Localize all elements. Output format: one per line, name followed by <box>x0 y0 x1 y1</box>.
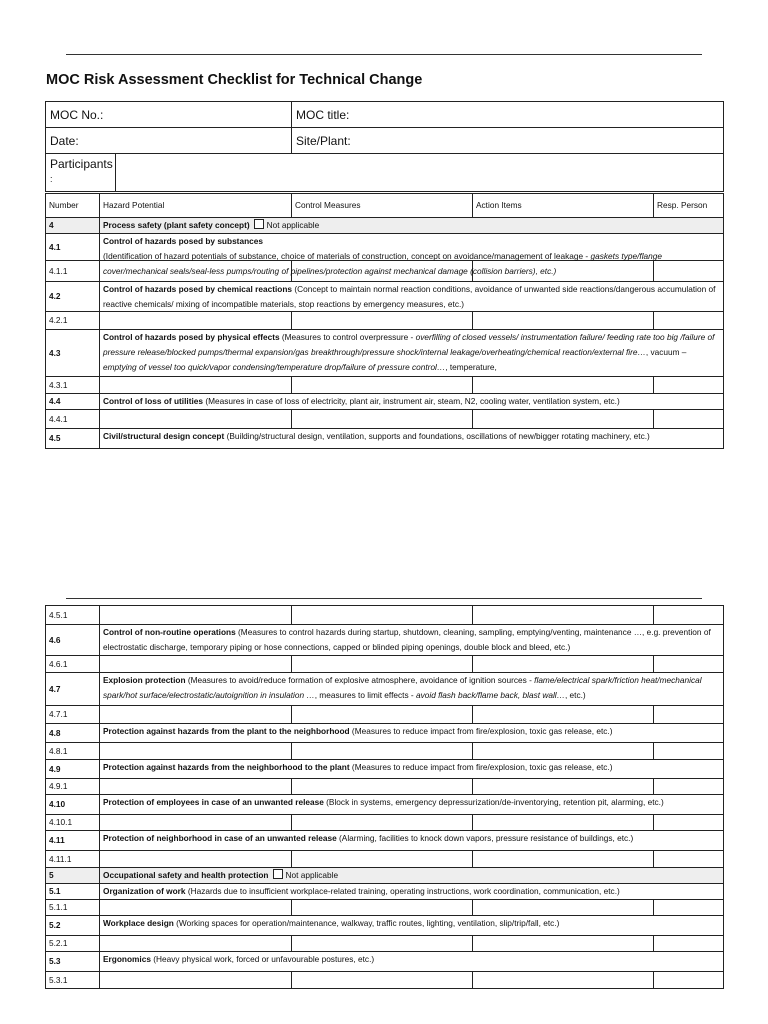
action-items-cell[interactable] <box>473 410 654 429</box>
resp-person-cell[interactable] <box>654 656 724 673</box>
col-header-resp-person: Resp. Person <box>654 194 724 218</box>
control-measures-cell[interactable] <box>292 706 473 724</box>
row-number: 4.7 <box>46 673 100 706</box>
page-top-rule <box>66 54 702 55</box>
row-description-text <box>103 760 720 775</box>
table-row-entry <box>46 743 724 760</box>
resp-person-cell[interactable] <box>654 261 724 282</box>
row-description <box>100 673 724 706</box>
not-applicable-checkbox[interactable] <box>273 869 283 879</box>
table-row-item <box>46 394 724 410</box>
row-description <box>100 884 724 900</box>
action-items-cell[interactable] <box>473 606 654 625</box>
row-number: 4.11 <box>46 831 100 851</box>
control-measures-cell[interactable] <box>292 377 473 394</box>
action-items-cell[interactable] <box>473 936 654 952</box>
table-row-item <box>46 760 724 779</box>
row-number: 4.3.1 <box>46 377 100 394</box>
action-items-cell[interactable] <box>473 815 654 831</box>
col-header-hazard-potential: Hazard Potential <box>100 194 292 218</box>
table-row-entry <box>46 815 724 831</box>
item-description: , vacuum – <box>645 347 687 357</box>
row-number: 4.6.1 <box>46 656 100 673</box>
hazard-potential-cell[interactable] <box>100 706 292 724</box>
row-description <box>100 916 724 936</box>
moc-no-field[interactable] <box>46 102 292 128</box>
table-row-item <box>46 795 724 815</box>
row-description-text <box>103 394 720 409</box>
action-items-cell[interactable] <box>473 656 654 673</box>
item-description: (Concept to maintain normal reaction conditions, avoidance of unwanted side reactions/dangerous accumulation of reactive chemicals/ mixing of incompatible materials, stop reactions by emergency measures, etc.) <box>103 284 716 309</box>
item-title: Control of loss of utilities <box>103 396 204 406</box>
row-number: 5.1 <box>46 884 100 900</box>
row-number: 4.6 <box>46 625 100 656</box>
item-title: Organization of work <box>103 886 186 896</box>
row-description <box>100 218 724 234</box>
col-header-control-measures: Control Measures <box>292 194 473 218</box>
action-items-cell[interactable] <box>473 851 654 868</box>
hazard-potential-cell[interactable] <box>100 815 292 831</box>
row-number: 4.4 <box>46 394 100 410</box>
item-title: Process safety (plant safety concept) <box>103 220 250 230</box>
page-break-rule <box>66 598 702 599</box>
table-row-item <box>46 330 724 377</box>
row-number: 4.5.1 <box>46 606 100 625</box>
row-number: 4.1 <box>46 234 100 261</box>
item-description: (Alarming, facilities to knock down vapors, pressure resistance of buildings, etc.) <box>336 833 634 843</box>
column-header-row <box>46 194 724 218</box>
row-description <box>100 234 724 276</box>
item-description: (Hazards due to insufficient workplace-related training, operating instructions, work coordination, communication, etc.) <box>185 886 620 896</box>
row-number: 4 <box>46 218 100 234</box>
control-measures-cell[interactable] <box>292 779 473 795</box>
item-description: (Working spaces for operation/maintenance, walkway, traffic routes, lighting, ventilation, slip/trip/fall, etc.) <box>173 918 560 928</box>
row-number: 4.2 <box>46 282 100 312</box>
row-description <box>100 625 724 656</box>
item-description: (Block in systems, emergency depressurization/de-inventorying, retention pit, alarming, etc.) <box>323 797 664 807</box>
row-number: 4.9.1 <box>46 779 100 795</box>
row-description-text <box>103 234 720 276</box>
hazard-potential-cell[interactable] <box>100 606 292 625</box>
action-items-cell[interactable] <box>473 779 654 795</box>
checklist-table-page2 <box>45 605 724 989</box>
control-measures-cell[interactable] <box>292 815 473 831</box>
item-examples: gaskets type/flange cover/mechanical seals/seal-less pumps/routing of pipelines/protection against mechanical damage (collision barriers), etc.) <box>103 251 662 276</box>
table-row-entry <box>46 900 724 916</box>
table-row-entry <box>46 410 724 429</box>
item-title: Civil/structural design concept <box>103 431 225 441</box>
hazard-potential-cell[interactable] <box>100 743 292 760</box>
row-number: 5.2 <box>46 916 100 936</box>
table-row-item <box>46 831 724 851</box>
resp-person-cell[interactable] <box>654 779 724 795</box>
date-field[interactable] <box>46 128 292 154</box>
section-row <box>46 868 724 884</box>
row-description <box>100 760 724 779</box>
action-items-cell[interactable] <box>473 377 654 394</box>
control-measures-cell[interactable] <box>292 972 473 989</box>
action-items-cell[interactable] <box>473 900 654 916</box>
item-title: Protection against hazards from the plant to the neighborhood <box>103 726 350 736</box>
participants-row <box>45 153 724 192</box>
table-row-entry <box>46 851 724 868</box>
moc-no-label: MOC No.: <box>50 107 104 122</box>
resp-person-cell[interactable] <box>654 936 724 952</box>
control-measures-cell[interactable] <box>292 312 473 330</box>
resp-person-cell[interactable] <box>654 312 724 330</box>
col-header-number: Number <box>46 194 100 218</box>
row-description <box>100 831 724 851</box>
item-examples: flame/electrical spark/friction heat/mechanical spark/hot surface/electrostatic/autoignition in insulation … <box>103 675 702 700</box>
row-description <box>100 330 724 377</box>
row-description <box>100 394 724 410</box>
control-measures-cell[interactable] <box>292 936 473 952</box>
row-description-text <box>103 884 720 899</box>
resp-person-cell[interactable] <box>654 606 724 625</box>
resp-person-cell[interactable] <box>654 972 724 989</box>
control-measures-cell[interactable] <box>292 656 473 673</box>
row-description-text <box>103 429 720 444</box>
moc-title-label: MOC title: <box>296 107 350 122</box>
checklist-table-page1 <box>45 193 724 449</box>
item-title: Control of non-routine operations <box>103 627 236 637</box>
date-label: Date: <box>50 133 79 148</box>
item-title: Ergonomics <box>103 954 151 964</box>
row-number: 4.9 <box>46 760 100 779</box>
table-row-entry <box>46 377 724 394</box>
row-number: 5 <box>46 868 100 884</box>
control-measures-cell[interactable] <box>292 743 473 760</box>
item-description: , etc.) <box>564 690 586 700</box>
item-title: Explosion protection <box>103 675 186 685</box>
table-row-entry <box>46 779 724 795</box>
moc-title-field[interactable] <box>292 102 724 128</box>
row-description-text <box>103 724 720 739</box>
item-title: Protection of employees in case of an unwanted release <box>103 797 324 807</box>
row-number: 5.1.1 <box>46 900 100 916</box>
item-description: , measures to limit effects - <box>314 690 416 700</box>
hazard-potential-cell[interactable] <box>100 936 292 952</box>
control-measures-cell[interactable] <box>292 851 473 868</box>
row-description-text <box>103 795 720 810</box>
item-description: (Measures to control overpressure - <box>279 332 416 342</box>
item-description: (Heavy physical work, forced or unfavourable postures, etc.) <box>150 954 375 964</box>
row-description-text <box>103 673 720 703</box>
table-row-item <box>46 673 724 706</box>
table-row-entry <box>46 972 724 989</box>
row-number: 4.8 <box>46 724 100 743</box>
item-title: Protection of neighborhood in case of an unwanted release <box>103 833 337 843</box>
row-description <box>100 429 724 449</box>
item-title: Control of hazards posed by substances <box>103 236 263 246</box>
row-number: 4.7.1 <box>46 706 100 724</box>
col-header-action-items: Action Items <box>473 194 654 218</box>
hazard-potential-cell[interactable] <box>100 377 292 394</box>
item-title: Control of hazards posed by physical effects <box>103 332 280 342</box>
site-plant-label: Site/Plant: <box>296 133 351 148</box>
row-number: 4.8.1 <box>46 743 100 760</box>
table-row-item <box>46 884 724 900</box>
site-plant-field[interactable] <box>292 128 724 154</box>
hazard-potential-cell[interactable] <box>100 900 292 916</box>
row-number: 4.1.1 <box>46 261 100 282</box>
row-number: 4.10.1 <box>46 815 100 831</box>
item-title: Workplace design <box>103 918 174 928</box>
item-examples: emptying of vessel too quick/vapor condensing/temperature drop/failure of pressure control… <box>103 362 446 372</box>
item-examples: overfilling of closed vessels/ instrumentation failure/ feeding rate too big /failure of pressure release/blocked pumps/thermal expansion/gas breakthrough/pressure shock/internal leakage/overheating/chemical reaction/external fire… <box>103 332 715 357</box>
table-row-entry <box>46 936 724 952</box>
moc-header-form <box>45 101 724 154</box>
action-items-cell[interactable] <box>473 312 654 330</box>
item-description: (Building/structural design, ventilation, supports and foundations, oscillations of new/bigger rotating machinery, etc.) <box>224 431 650 441</box>
action-items-cell[interactable] <box>473 972 654 989</box>
row-description-text <box>103 916 720 931</box>
item-title: Occupational safety and health protection <box>103 870 269 880</box>
item-description: , temperature, <box>445 362 497 372</box>
resp-person-cell[interactable] <box>654 851 724 868</box>
row-description-text <box>103 831 720 846</box>
table-row-entry <box>46 656 724 673</box>
table-row-item <box>46 916 724 936</box>
not-applicable-label: Not applicable <box>266 220 320 230</box>
participants-label: Participants <box>50 157 113 171</box>
row-description <box>100 868 724 884</box>
control-measures-cell[interactable] <box>292 410 473 429</box>
resp-person-cell[interactable] <box>654 410 724 429</box>
table-row-item <box>46 234 724 261</box>
row-number: 4.10 <box>46 795 100 815</box>
resp-person-cell[interactable] <box>654 706 724 724</box>
participants-label-cell <box>46 154 116 192</box>
table-row-item <box>46 952 724 972</box>
item-description: (Measures to control hazards during startup, shutdown, cleaning, sampling, emptying/venting, maintenance …, e.g. prevention of electrostatic discharge, temporary piping or hose connections, capped or blinded piping openings, double block and bleed, etc.) <box>103 627 711 652</box>
item-description: (Measures to avoid/reduce formation of explosive atmosphere, avoidance of ignition sources - <box>185 675 535 685</box>
row-number: 4.5 <box>46 429 100 449</box>
hazard-potential-cell[interactable] <box>100 410 292 429</box>
participants-field[interactable] <box>116 154 724 192</box>
hazard-potential-cell[interactable] <box>100 312 292 330</box>
resp-person-cell[interactable] <box>654 377 724 394</box>
control-measures-cell[interactable] <box>292 606 473 625</box>
resp-person-cell[interactable] <box>654 743 724 760</box>
row-number: 5.3.1 <box>46 972 100 989</box>
page-title: MOC Risk Assessment Checklist for Technical Change <box>46 72 423 88</box>
table-row-item <box>46 625 724 656</box>
row-number: 4.2.1 <box>46 312 100 330</box>
item-description: (Measures to reduce impact from fire/explosion, toxic gas release, etc.) <box>349 762 613 772</box>
table-row-item <box>46 282 724 312</box>
row-description-text <box>103 330 720 375</box>
row-number: 4.11.1 <box>46 851 100 868</box>
hazard-potential-cell[interactable] <box>100 779 292 795</box>
table-row-entry <box>46 606 724 625</box>
row-description-text <box>103 952 720 967</box>
action-items-cell[interactable] <box>473 743 654 760</box>
row-description-text <box>103 218 720 231</box>
row-number: 4.3 <box>46 330 100 377</box>
control-measures-cell[interactable] <box>292 900 473 916</box>
row-description-text <box>103 868 720 882</box>
item-examples: avoid flash back/flame back, blast wall… <box>415 690 565 700</box>
item-description: (Identification of hazard potentials of substance, choice of materials of construction, concept on avoidance/management of leakage - <box>103 251 591 261</box>
table-row-item <box>46 724 724 743</box>
action-items-cell[interactable] <box>473 706 654 724</box>
row-description <box>100 795 724 815</box>
item-title: Control of hazards posed by chemical reactions <box>103 284 293 294</box>
not-applicable-checkbox[interactable] <box>254 219 264 229</box>
hazard-potential-cell[interactable] <box>100 851 292 868</box>
item-description: (Measures in case of loss of electricity, plant air, instrument air, steam, N2, cooling water, ventilation system, etc.) <box>203 396 620 406</box>
item-title: Protection against hazards from the neighborhood to the plant <box>103 762 350 772</box>
not-applicable-label: Not applicable <box>285 870 339 880</box>
table-row-entry <box>46 706 724 724</box>
participants-colon: : <box>50 174 53 184</box>
hazard-potential-cell[interactable] <box>100 972 292 989</box>
row-number: 5.3 <box>46 952 100 972</box>
row-number: 5.2.1 <box>46 936 100 952</box>
section-row <box>46 218 724 234</box>
row-description-text <box>103 282 720 311</box>
resp-person-cell[interactable] <box>654 815 724 831</box>
table-row-item <box>46 429 724 449</box>
item-description: (Measures to reduce impact from fire/explosion, toxic gas release, etc.) <box>349 726 613 736</box>
row-description <box>100 952 724 972</box>
row-description <box>100 724 724 743</box>
resp-person-cell[interactable] <box>654 900 724 916</box>
hazard-potential-cell[interactable] <box>100 656 292 673</box>
row-description-text <box>103 625 720 655</box>
row-description <box>100 282 724 312</box>
row-number: 4.4.1 <box>46 410 100 429</box>
table-row-entry <box>46 312 724 330</box>
